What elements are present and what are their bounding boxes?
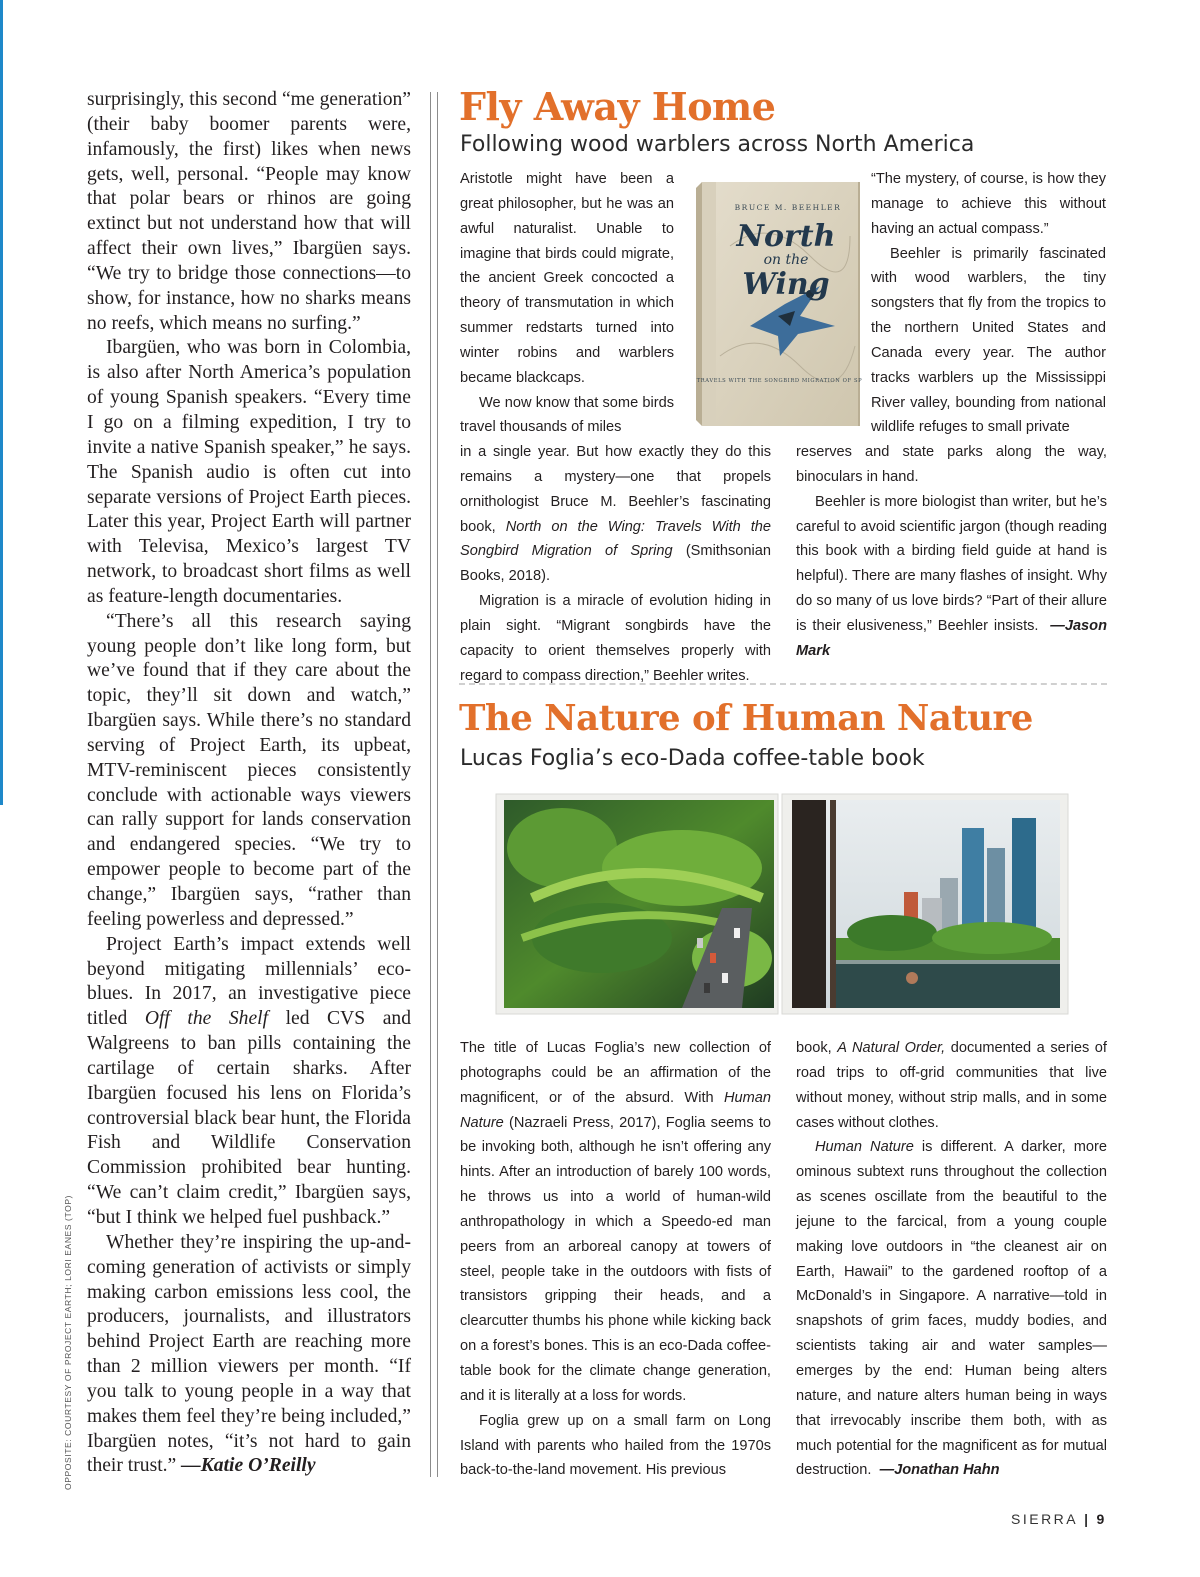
book-title-line: on the xyxy=(763,252,809,268)
column-divider xyxy=(430,92,431,1477)
left-paragraph: Project Earth’s impact extends well beyond mitigating millennials’ eco-blues. In 2017, an investigative piece titled Off the Shelf led CVS and Walgreens to ban pills containing the cartilage of certain sharks. After Ibargüen focused his lens on Florida’s controversial black bear hunt, the Florida Fish and Wildlife Conservation Commission prohibited bear hunting. “We can’t claim credit,” Ibargüen says, “but I think we helped fuel pushback.” xyxy=(87,933,411,1228)
book-subtitle: TRAVELS WITH THE SONGBIRD MIGRATION OF SPRING xyxy=(696,378,862,384)
book-author: BRUCE M. BEEHLER xyxy=(734,203,842,212)
italic-title: Human Nature xyxy=(460,1089,771,1131)
byline: —Katie O’Reilly xyxy=(181,1455,316,1477)
italic-title: North on the Wing: Travels With the Songbird Migration of Spring xyxy=(460,518,771,560)
wrap-text-left xyxy=(460,167,674,440)
body-paragraph: in a single year. But how exactly they do this remains a mystery—one that propels ornithologist Bruce M. Beehler’s fascinating book, North on the Wing: Travels With the Songbird Migration of Spring (Smithsonian Books, 2018). xyxy=(460,444,771,585)
body-paragraph: Beehler is primarily fascinated with wood warblers, the tiny songsters that fly from the tropics to the northern United States and Canada every year. The author tracks warblers up the Mississippi River valley, bounding from national wildlife refuges to small private xyxy=(871,245,1106,436)
body-paragraph: Migration is a miracle of evolution hiding in plain sight. “Migrant songbirds have the capacity to orient themselves properly with regard to compass direction,” Beehler writes. xyxy=(460,593,771,684)
magazine-name: SIERRA xyxy=(1011,1511,1079,1527)
italic-title: A Natural Order, xyxy=(837,1040,946,1056)
body-column-2 xyxy=(796,440,1107,664)
book-title-line: Wing xyxy=(742,267,830,302)
body-column-1 xyxy=(460,440,771,688)
body-paragraph: reserves and state parks along the way, binoculars in hand. xyxy=(796,444,1107,485)
wrap-text-right xyxy=(871,167,1106,440)
left-column-article xyxy=(87,88,411,1479)
left-paragraph: Whether they’re inspiring the up-and-coming generation of activists or simply making carbon emissions less cool, the producers, journalists, and illustrators behind Project Earth are reaching more than 2 million viewers per month. “If you talk to young people in a way that makes them feel they’re being included,” Ibargüen notes, “it’s not hard to gain their trust.” —Katie O’Reilly xyxy=(87,1231,411,1477)
italic-title: Human Nature xyxy=(815,1139,914,1156)
body-paragraph: book, A Natural Order, documented a series of road trips to off-grid communities that live without money, without strip malls, and in some cases without clothes. xyxy=(796,1040,1107,1131)
column-divider xyxy=(437,92,438,1477)
article-headline: Fly Away Home xyxy=(459,84,776,129)
italic-title: Off the Shelf xyxy=(144,1008,269,1030)
article-dek: Following wood warblers across North America xyxy=(460,132,975,157)
photo-credit: OPPOSITE: COURTESY OF PROJECT EARTH; LORI EANES (TOP) xyxy=(63,1194,73,1490)
body-paragraph: Beehler is more biologist than writer, but he’s careful to avoid scientific jargon (though reading this book with a birding field guide at hand is helpful). There are many flashes of insight. Why do so many of us love birds? “Part of their allure is their elusiveness,” Beehler insists. —Jason Mark xyxy=(796,493,1108,659)
body-paragraph: The title of Lucas Foglia’s new collection of photographs could be an affirmation of the magnificent, or of the absurd. With Human Nature (Nazraeli Press, 2017), Foglia seems to be invoking both, although he isn’t offering any hints. After an introduction of barely 100 words, he throws us into a world of human-wild anthropathology in which a Speedo-ed man peers from an arboreal canopy at towers of steel, people take in the outdoors with fists of transistors gripping their heads, and a clearcutter thumbs his phone while kicking back on a forest’s bones. This is an eco-Dada coffee-table book for the climate change generation, and it is literally at a loss for words. xyxy=(460,1040,771,1404)
body-paragraph: Aristotle might have been a great philosopher, but he was an awful naturalist. Unable to imagine that birds could migrate, the ancient Greek concocted a theory of transmutation in which summer redstarts turned into winter robins and warblers became blackcaps. xyxy=(460,171,674,386)
page-folio xyxy=(1011,1511,1104,1527)
left-paragraph: “There’s all this research saying young people don’t like long form, but we’ve found that if they care about the topic, they’ll sit down and watch,” Ibargüen says. While there’s no standard serving of Project Earth, its upbeat, MTV-reminiscent pieces consistently conclude with actionable ways viewers can rally support for lands conservation and endangered species. “We try to empower people to become part of the change,” Ibargüen says, “rather than feeling powerless and depressed.” xyxy=(87,610,411,930)
byline: —Jonathan Hahn xyxy=(879,1462,1000,1479)
body-paragraph: “The mystery, of course, is how they manage to achieve this without having an actual compass.” xyxy=(871,171,1106,237)
left-paragraph: surprisingly, this second “me generation” (their baby boomer parents were, infamously, the first) likes when news gets, well, personal. “People may know that polar bears or rhinos are going extinct but not understand how that will affect their own lives,” Ibargüen says. “We try to bridge those connections—to show, for instance, how no sharks means no reefs, which means no surfing.” xyxy=(87,89,411,334)
body-paragraph: Human Nature is different. A darker, more ominous subtext runs throughout the collection as scenes oscillate from the beautiful to the jejune to the farcical, from a young couple making love outdoors in “the cleanest air on Earth, Hawaii” to the gardened rooftop of a McDonald’s in Singapore. A narrative—told in snapshots of grim faces, muddy bodies, and scientists taking air and water samples—emerges by the end: Human being alters nature, and nature alters human being in ways that irrevocably inscribe them both, with as much potential for the magnificent as for mutual destruction. —Jonathan Hahn xyxy=(796,1139,1108,1479)
body-paragraph: We now know that some birds travel thousands of miles xyxy=(460,394,674,436)
section-divider xyxy=(459,683,1107,685)
book-title-line: North xyxy=(736,219,836,254)
body-column-4 xyxy=(796,1036,1107,1483)
article-dek: Lucas Foglia’s eco-Dada coffee-table book xyxy=(460,746,925,771)
book-cover-image xyxy=(690,176,862,432)
article-headline: The Nature of Human Nature xyxy=(459,698,1033,739)
left-paragraph: Ibargüen, who was born in Colombia, is also after North America’s population of young Spanish speakers. “Every time I go on a filming expedition, I try to invite a native Spanish speaker,” he says. The Spanish audio is often cut into separate versions of Project Earth pieces. Later this year, Project Earth will partner with Televisa, Mexico’s largest TV network, to broadcast short films as well as feature-length documentaries. xyxy=(87,337,411,607)
book-spread-photo xyxy=(492,788,1072,1018)
body-column-3 xyxy=(460,1036,771,1483)
edge-accent-bar xyxy=(0,0,3,805)
folio-separator: | xyxy=(1084,1511,1091,1527)
body-paragraph: Foglia grew up on a small farm on Long Island with parents who hailed from the 1970s back-to-the-land movement. His previous xyxy=(460,1412,771,1479)
byline: —Jason Mark xyxy=(796,617,1108,659)
page-number: 9 xyxy=(1096,1511,1105,1527)
